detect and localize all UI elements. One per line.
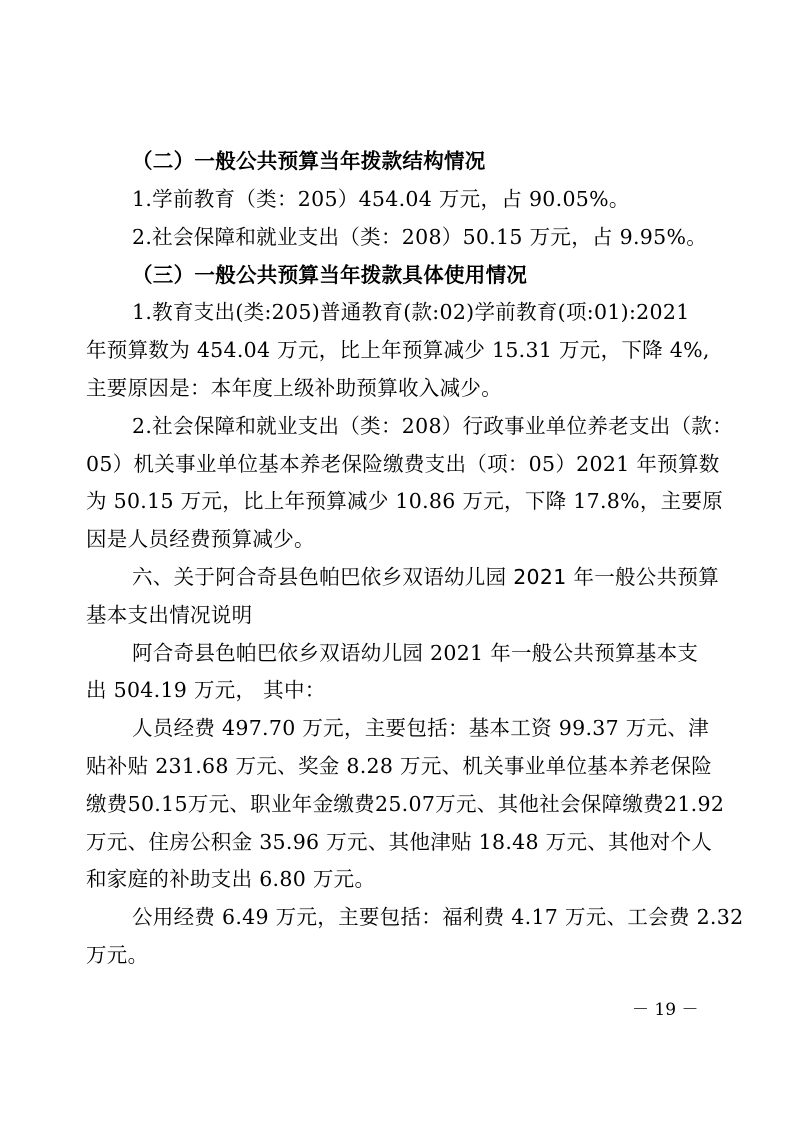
section-heading-basic-expenditure: 六、关于阿合奇县色帕巴依乡双语幼儿园 2021 年一般公共预算 — [132, 565, 720, 589]
paragraph-line: 贴补贴 231.68 万元、奖金 8.28 万元、机关事业单位基本养老保险 — [86, 754, 713, 778]
paragraph-line: 2.社会保障和就业支出（类：208）50.15 万元，占 9.95%。 — [132, 225, 708, 249]
paragraph-line: 主要原因是：本年度上级补助预算收入减少。 — [86, 376, 502, 400]
paragraph-line: 阿合奇县色帕巴依乡双语幼儿园 2021 年一般公共预算基本支 — [132, 641, 699, 665]
paragraph-line: 公用经费 6.49 万元，主要包括：福利费 4.17 万元、工会费 2.32 — [132, 905, 744, 929]
paragraph-line: 1.学前教育（类：205）454.04 万元，占 90.05%。 — [132, 187, 630, 211]
paragraph-line: 为 50.15 万元，比上年预算减少 10.86 万元，下降 17.8%，主要原 — [86, 489, 724, 513]
paragraph-line: 05）机关事业单位基本养老保险缴费支出（项：05）2021 年预算数 — [86, 452, 720, 476]
section-heading-structure: （二）一般公共预算当年拨款结构情况 — [132, 149, 486, 173]
paragraph-line: 万元。 — [86, 943, 149, 967]
section-heading-basic-expenditure-cont: 基本支出情况说明 — [86, 603, 253, 627]
paragraph-line: 和家庭的补助支出 6.80 万元。 — [86, 867, 376, 891]
paragraph-line: 年预算数为 454.04 万元，比上年预算减少 15.31 万元，下降 4%, — [86, 338, 710, 362]
paragraph-line: 1.教育支出(类:205)普通教育(款:02)学前教育(项:01):2021 — [132, 300, 690, 324]
section-heading-usage: （三）一般公共预算当年拨款具体使用情况 — [132, 263, 528, 287]
paragraph-line: 万元、住房公积金 35.96 万元、其他津贴 18.48 万元、其他对个人 — [86, 830, 713, 854]
paragraph-line: 缴费50.15万元、职业年金缴费25.07万元、其他社会保障缴费21.92 — [86, 792, 725, 816]
page-number: － 19 － — [632, 1000, 699, 1020]
paragraph-line: 出 504.19 万元， 其中： — [86, 678, 326, 702]
paragraph-line: 人员经费 497.70 万元，主要包括：基本工资 99.37 万元、津 — [132, 716, 709, 740]
paragraph-line: 2.社会保障和就业支出（类：208）行政事业单位养老支出（款： — [132, 414, 733, 438]
paragraph-line: 因是人员经费预算减少。 — [86, 527, 315, 551]
